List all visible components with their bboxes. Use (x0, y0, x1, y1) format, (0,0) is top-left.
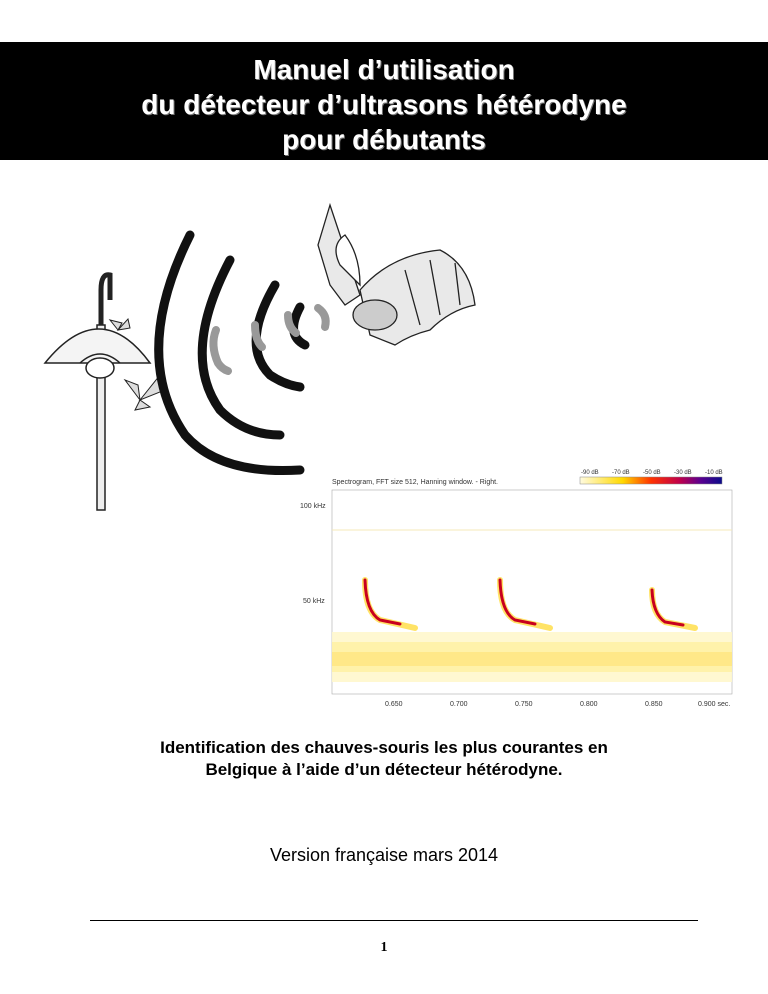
title-line-1: Manuel d’utilisation (253, 54, 515, 85)
x-tick-0: 0.650 (385, 701, 403, 708)
version-text: Version française mars 2014 (269, 845, 499, 865)
x-tick-1: 0.700 (450, 701, 468, 708)
legend-label-1: -70 dB (612, 470, 630, 476)
y-tick-50khz: 50 kHz (303, 598, 325, 605)
spectrogram-legend (580, 470, 723, 484)
echo-wave-icon (213, 308, 325, 371)
title-banner (0, 42, 768, 160)
subtitle-line-1: Identification des chauves-souris les plus courantes en (160, 738, 608, 757)
x-tick-2: 0.750 (515, 701, 533, 708)
legend-label-0: -90 dB (581, 470, 599, 476)
x-tick-4: 0.850 (645, 701, 663, 708)
x-tick-3: 0.800 (580, 701, 598, 708)
x-axis (385, 701, 730, 708)
page-number: 1 (380, 940, 388, 955)
legend-label-4: -10 dB (705, 470, 723, 476)
legend-label-3: -30 dB (674, 470, 692, 476)
noise-floor-band (332, 632, 732, 682)
y-tick-100khz: 100 kHz (300, 503, 326, 510)
subtitle (60, 737, 708, 781)
bat-icon (318, 205, 475, 345)
footer-divider (90, 920, 698, 921)
spectrogram-chart (285, 462, 745, 712)
sound-wave-icon (159, 235, 305, 471)
subtitle-line-2: Belgique à l’aide d’un détecteur hétérodyne. (205, 760, 563, 779)
spectrogram-caption: Spectrogram, FFT size 512, Hanning window. - Right. (332, 479, 499, 486)
y-axis (300, 503, 326, 605)
x-tick-5: 0.900 sec. (698, 701, 731, 708)
title-line-3: pour débutants (282, 124, 486, 155)
title-line-2: du détecteur d’ultrasons hétérodyne (141, 89, 627, 120)
legend-label-2: -50 dB (643, 470, 661, 476)
